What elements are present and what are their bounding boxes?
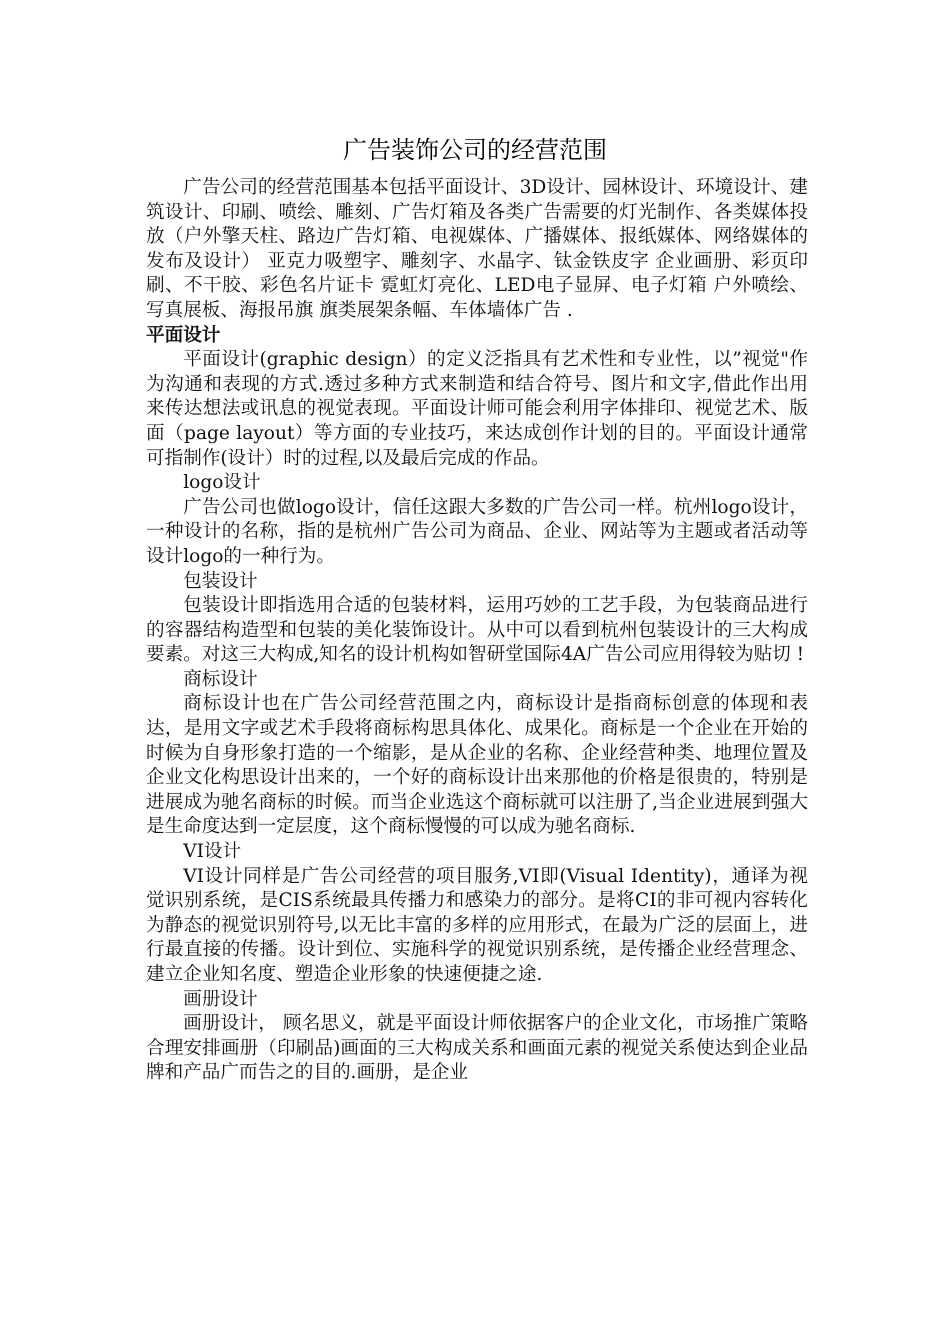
intro-paragraph: 广告公司的经营范围基本包括平面设计、3D设计、园林设计、环境设计、建筑设计、印刷、喷绘、雕刻、广告灯箱及各类广告需要的灯光制作、各类媒体投放（户外擎天柱、路边广告灯箱、电视媒体、广播媒体、报纸媒体、网络媒体的发布及设计） 亚克力吸塑字、雕刻字、水晶字、钛金铁皮字 企业画册、彩页印刷、不干胶、彩色名片证卡 霓虹灯亮化、LED电子显屏、电子灯箱 户外喷绘、写真展板、海报吊旗 旗类展架条幅、车体墙体广告 . bbox=[146, 177, 808, 321]
vi-design-heading: VI设计 bbox=[183, 841, 242, 863]
trademark-design-heading: 商标设计 bbox=[183, 668, 258, 690]
section-heading-graphic-design: 平面设计 bbox=[146, 324, 221, 346]
packaging-design-paragraph: 包装设计即指选用合适的包装材料，运用巧妙的工艺手段，为包装商品进行的容器结构造型和包装的美化装饰设计。从中可以看到杭州包装设计的三大构成要素。对这三大构成,知名的设计机构如智研堂国际4A广告公司应用得较为贴切 ! bbox=[146, 595, 808, 666]
vi-design-paragraph: VI设计同样是广告公司经营的项目服务,VI即(Visual Identity)，通译为视觉识别系统，是CIS系统最具传播力和感染力的部分。是将CI的非可视内容转化为静态的视觉识别符号,以无比丰富的多样的应用形式，在最为广泛的层面上，进行最直接的传播。设计到位、实施科学的视觉识别系统，是传播企业经营理念、建立企业知名度、塑造企业形象的快速便捷之途. bbox=[146, 865, 808, 985]
trademark-design-paragraph: 商标设计也在广告公司经营范围之内，商标设计是指商标创意的体现和表达，是用文字或艺术手段将商标构思具体化、成果化。商标是一个企业在开始的时候为自身形象打造的一个缩影，是从企业的名称、企业经营种类、地理位置及企业文化构思设计出来的，一个好的商标设计出来那他的价格是很贵的，特别是进展成为驰名商标的时候。而当企业选这个商标就可以注册了,当企业进展到强大是生命度达到一定层度，这个商标慢慢的可以成为驰名商标. bbox=[146, 693, 808, 838]
logo-design-heading: logo设计 bbox=[183, 472, 261, 494]
document-title: 广告装饰公司的经营范围 bbox=[343, 136, 607, 164]
brochure-design-paragraph: 画册设计， 顾名思义，就是平面设计师依据客户的企业文化，市场推广策略合理安排画册（印刷品)画面的三大构成关系和画面元素的视觉关系使达到企业品牌和产品广而告之的目的.画册，是企业 bbox=[146, 1013, 808, 1084]
graphic-design-paragraph: 平面设计(graphic design）的定义泛指具有艺术性和专业性，以”视觉"作为沟通和表现的方式.透过多种方式来制造和结合符号、图片和文字,借此作出用来传达想法或讯息的视觉表现。平面设计师可能会利用字体排印、视觉艺术、版面（page layout）等方面的专业技巧，来达成创作计划的目的。平面设计通常可指制作(设计）时的过程,以及最后完成的作品。 bbox=[146, 349, 808, 469]
document-body bbox=[146, 176, 808, 1086]
packaging-design-heading: 包装设计 bbox=[183, 570, 258, 592]
brochure-design-heading: 画册设计 bbox=[183, 988, 258, 1010]
logo-design-paragraph: 广告公司也做logo设计，信任这跟大多数的广告公司一样。杭州logo设计，一种设计的名称，指的是杭州广告公司为商品、企业、网站等为主题或者活动等设计logo的一种行为。 bbox=[146, 496, 808, 567]
